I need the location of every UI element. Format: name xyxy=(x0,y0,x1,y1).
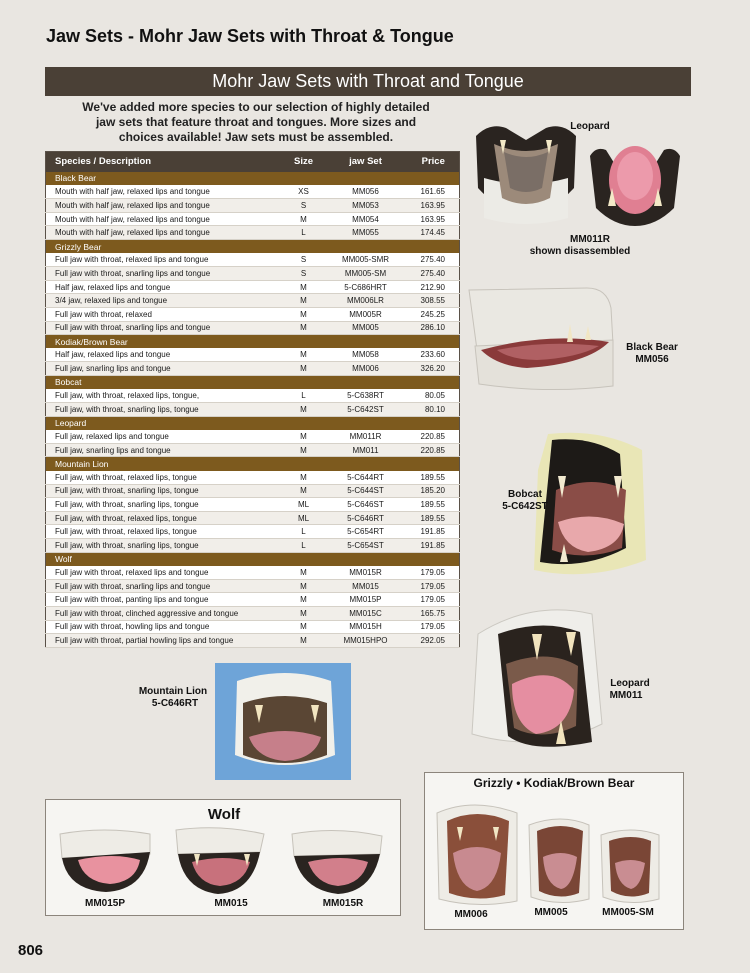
cell-price: 233.60 xyxy=(408,348,460,362)
species-row xyxy=(46,416,460,430)
cell-size: M xyxy=(284,348,324,362)
page-number: 806 xyxy=(18,942,44,959)
cell-price: 185.20 xyxy=(408,484,460,498)
cell-description: Full jaw with throat, clinched aggressive and tongue xyxy=(46,607,284,621)
table-row xyxy=(46,280,460,294)
table-row xyxy=(46,579,460,593)
cell-jaw-set: 5-C644ST xyxy=(324,484,408,498)
grizzly-label-2: MM005 xyxy=(534,907,568,918)
grizzly-kodiak-panel xyxy=(424,772,684,930)
table-row xyxy=(46,389,460,403)
cell-description: Full jaw, with throat, relaxed lips, tongue xyxy=(46,471,284,485)
cell-jaw-set: 5-C654ST xyxy=(324,539,408,553)
caption-bobcat-code: 5-C642ST xyxy=(502,501,548,512)
table-row xyxy=(46,593,460,607)
cell-jaw-set: MM053 xyxy=(324,199,408,213)
cell-jaw-set: MM015C xyxy=(324,607,408,621)
cell-size: S xyxy=(284,199,324,213)
cell-price: 292.05 xyxy=(408,634,460,648)
table-row xyxy=(46,511,460,525)
wolf-panel-title: Wolf xyxy=(207,806,241,823)
cell-description: Full jaw with throat, relaxed xyxy=(46,307,284,321)
cell-price: 326.20 xyxy=(408,362,460,376)
mountain-lion-5-c646rt-photo xyxy=(215,663,351,780)
cell-price: 275.40 xyxy=(408,267,460,281)
species-row xyxy=(46,457,460,471)
cell-jaw-set: MM011 xyxy=(324,443,408,457)
cell-price: 165.75 xyxy=(408,607,460,621)
cell-size: M xyxy=(284,471,324,485)
wolf-label-1: MM015P xyxy=(84,898,125,909)
wolf-jaws-photo xyxy=(54,824,394,898)
species-name: Mountain Lion xyxy=(46,457,460,471)
cell-jaw-set: MM015R xyxy=(324,566,408,580)
cell-price: 161.65 xyxy=(408,185,460,199)
cell-size: S xyxy=(284,253,324,267)
mm015r-jaw-photo xyxy=(292,830,382,894)
cell-size: L xyxy=(284,226,324,240)
header-price: Price xyxy=(408,152,460,172)
species-name: Wolf xyxy=(46,552,460,566)
cell-jaw-set: MM056 xyxy=(324,185,408,199)
cell-description: Full jaw, snarling lips and tongue xyxy=(46,362,284,376)
caption-mountain-lion: Mountain Lion xyxy=(138,686,208,697)
cell-price: 220.85 xyxy=(408,443,460,457)
cell-jaw-set: MM006LR xyxy=(324,294,408,308)
cell-description: Full jaw, with throat, relaxed lips, tongue xyxy=(46,511,284,525)
cell-description: 3/4 jaw, relaxed lips and tongue xyxy=(46,294,284,308)
cell-size: L xyxy=(284,525,324,539)
cell-price: 191.85 xyxy=(408,539,460,553)
cell-price: 308.55 xyxy=(408,294,460,308)
grizzly-label-1: MM006 xyxy=(454,909,488,920)
cell-jaw-set: MM054 xyxy=(324,212,408,226)
cell-description: Full jaw with throat, relaxed lips and tongue xyxy=(46,566,284,580)
wolf-panel xyxy=(45,799,401,916)
table-row xyxy=(46,607,460,621)
table-row xyxy=(46,212,460,226)
table-row xyxy=(46,321,460,335)
header-jaw-set: jaw Set xyxy=(324,152,408,172)
mm015-jaw-photo xyxy=(176,828,264,894)
cell-price: 174.45 xyxy=(408,226,460,240)
cell-size: L xyxy=(284,389,324,403)
mm005-sm-jaw-photo xyxy=(601,830,659,903)
table-row xyxy=(46,185,460,199)
cell-jaw-set: MM005-SMR xyxy=(324,253,408,267)
table-row xyxy=(46,539,460,553)
cell-description: Mouth with half jaw, relaxed lips and tongue xyxy=(46,185,284,199)
wolf-label-3: MM015R xyxy=(322,898,364,909)
page-title: Jaw Sets - Mohr Jaw Sets with Throat & Tongue xyxy=(46,26,454,46)
table-row xyxy=(46,267,460,281)
table-row xyxy=(46,620,460,634)
cell-jaw-set: MM005R xyxy=(324,307,408,321)
cell-description: Half jaw, relaxed lips and tongue xyxy=(46,348,284,362)
cell-description: Mouth with half jaw, relaxed lips and tongue xyxy=(46,212,284,226)
header-species-description: Species / Description xyxy=(46,152,284,172)
cell-jaw-set: 5-C638RT xyxy=(324,389,408,403)
cell-description: Full jaw, snarling lips and tongue xyxy=(46,443,284,457)
table-row xyxy=(46,498,460,512)
cell-size: XS xyxy=(284,185,324,199)
species-name: Bobcat xyxy=(46,375,460,389)
species-name: Kodiak/Brown Bear xyxy=(46,335,460,349)
cell-description: Full jaw, with throat, relaxed lips, tongue xyxy=(46,525,284,539)
table-row xyxy=(46,634,460,648)
cell-description: Full jaw with throat, snarling lips and tongue xyxy=(46,579,284,593)
cell-jaw-set: MM006 xyxy=(324,362,408,376)
species-row xyxy=(46,239,460,253)
cell-size: M xyxy=(284,607,324,621)
table-row xyxy=(46,253,460,267)
cell-size: M xyxy=(284,307,324,321)
cell-price: 179.05 xyxy=(408,579,460,593)
cell-jaw-set: 5-C686HRT xyxy=(324,280,408,294)
cell-description: Full jaw with throat, partial howling lips and tongue xyxy=(46,634,284,648)
cell-size: M xyxy=(284,430,324,444)
cell-jaw-set: MM055 xyxy=(324,226,408,240)
wolf-label-2: MM015 xyxy=(214,898,248,909)
cell-size: M xyxy=(284,593,324,607)
cell-jaw-set: MM011R xyxy=(324,430,408,444)
mountain-lion-photo-frame xyxy=(215,663,351,780)
table-row xyxy=(46,566,460,580)
species-row xyxy=(46,552,460,566)
cell-price: 220.85 xyxy=(408,430,460,444)
cell-price: 191.85 xyxy=(408,525,460,539)
table-row xyxy=(46,403,460,417)
cell-size: M xyxy=(284,212,324,226)
species-row xyxy=(46,375,460,389)
cell-description: Mouth with half jaw, relaxed lips and tongue xyxy=(46,199,284,213)
leopard-mm011-photo xyxy=(462,604,614,758)
cell-description: Full jaw, with throat, snarling lips, tongue xyxy=(46,498,284,512)
cell-description: Full jaw, with throat, snarling lips, tongue xyxy=(46,484,284,498)
cell-size: M xyxy=(284,294,324,308)
cell-price: 163.95 xyxy=(408,212,460,226)
cell-jaw-set: MM015H xyxy=(324,620,408,634)
cell-jaw-set: 5-C644RT xyxy=(324,471,408,485)
cell-jaw-set: 5-C646RT xyxy=(324,511,408,525)
cell-jaw-set: MM005-SM xyxy=(324,267,408,281)
species-row xyxy=(46,335,460,349)
price-table xyxy=(45,151,460,648)
mm015p-jaw-photo xyxy=(60,830,150,892)
grizzly-panel-title: Grizzly • Kodiak/Brown Bear xyxy=(473,776,635,790)
cell-description: Full jaw with throat, snarling lips and tongue xyxy=(46,321,284,335)
cell-price: 179.05 xyxy=(408,593,460,607)
table-row xyxy=(46,484,460,498)
table-row xyxy=(46,348,460,362)
cell-size: M xyxy=(284,443,324,457)
mm005-jaw-photo xyxy=(529,819,589,903)
table-row xyxy=(46,307,460,321)
cell-jaw-set: MM015P xyxy=(324,593,408,607)
black-bear-mm056-photo xyxy=(467,284,617,398)
cell-jaw-set: 5-C642ST xyxy=(324,403,408,417)
caption-black-bear: Black Bear xyxy=(626,342,678,353)
cell-size: L xyxy=(284,539,324,553)
cell-price: 189.55 xyxy=(408,498,460,512)
cell-description: Mouth with half jaw, relaxed lips and tongue xyxy=(46,226,284,240)
cell-price: 189.55 xyxy=(408,511,460,525)
cell-size: M xyxy=(284,566,324,580)
leopard-mm011r-lower-jaw-photo xyxy=(586,136,684,228)
cell-price: 163.95 xyxy=(408,199,460,213)
grizzly-jaws-photo xyxy=(433,795,677,909)
table-row xyxy=(46,362,460,376)
cell-size: M xyxy=(284,403,324,417)
species-name: Grizzly Bear xyxy=(46,239,460,253)
caption-leopard-mm011: Leopard xyxy=(610,678,650,689)
cell-size: M xyxy=(284,634,324,648)
caption-black-bear-code: MM056 xyxy=(635,354,669,365)
caption-leopard: Leopard xyxy=(570,121,610,132)
cell-price: 179.05 xyxy=(408,566,460,580)
cell-price: 179.05 xyxy=(408,620,460,634)
cell-size: ML xyxy=(284,511,324,525)
cell-description: Full jaw, with throat, relaxed lips, tongue, xyxy=(46,389,284,403)
cell-description: Full jaw with throat, howling lips and tongue xyxy=(46,620,284,634)
caption-mountain-lion-code: 5-C646RT xyxy=(151,698,199,709)
cell-price: 80.05 xyxy=(408,389,460,403)
table-row xyxy=(46,443,460,457)
table-row xyxy=(46,471,460,485)
cell-description: Full jaw, with throat, snarling lips, tongue xyxy=(46,403,284,417)
intro-text: We've added more species to our selection of highly detailed jaw sets that feature throat and tongues. More sizes and choices available! Jaw sets must be assembled. xyxy=(82,100,430,144)
cell-price: 286.10 xyxy=(408,321,460,335)
cell-jaw-set: MM015HPO xyxy=(324,634,408,648)
species-name: Black Bear xyxy=(46,172,460,186)
cell-size: M xyxy=(284,620,324,634)
cell-size: ML xyxy=(284,498,324,512)
species-name: Leopard xyxy=(46,416,460,430)
cell-price: 80.10 xyxy=(408,403,460,417)
cell-jaw-set: MM058 xyxy=(324,348,408,362)
mm006-jaw-photo xyxy=(437,805,517,905)
cell-description: Full jaw, relaxed lips and tongue xyxy=(46,430,284,444)
cell-description: Full jaw with throat, panting lips and tongue xyxy=(46,593,284,607)
cell-price: 275.40 xyxy=(408,253,460,267)
cell-size: M xyxy=(284,579,324,593)
cell-size: S xyxy=(284,267,324,281)
caption-leopard-mm011-code: MM011 xyxy=(609,690,643,701)
cell-size: M xyxy=(284,321,324,335)
cell-description: Full jaw, with throat, snarling lips, tongue xyxy=(46,539,284,553)
species-row xyxy=(46,172,460,186)
cell-description: Half jaw, relaxed lips and tongue xyxy=(46,280,284,294)
grizzly-label-3: MM005-SM xyxy=(602,907,654,918)
cell-jaw-set: MM005 xyxy=(324,321,408,335)
cell-size: M xyxy=(284,280,324,294)
table-header-row xyxy=(46,152,460,172)
cell-size: M xyxy=(284,362,324,376)
table-row xyxy=(46,226,460,240)
cell-size: M xyxy=(284,484,324,498)
section-banner: Mohr Jaw Sets with Throat and Tongue xyxy=(45,67,691,96)
cell-price: 212.90 xyxy=(408,280,460,294)
caption-mm011r: MM011R xyxy=(569,234,610,245)
table-row xyxy=(46,525,460,539)
cell-jaw-set: MM015 xyxy=(324,579,408,593)
caption-mm011r-note: shown disassembled xyxy=(529,246,631,257)
cell-description: Full jaw with throat, snarling lips and tongue xyxy=(46,267,284,281)
cell-description: Full jaw with throat, relaxed lips and tongue xyxy=(46,253,284,267)
table-body xyxy=(46,172,460,648)
table-row xyxy=(46,294,460,308)
table-row xyxy=(46,199,460,213)
cell-jaw-set: 5-C646ST xyxy=(324,498,408,512)
caption-bobcat: Bobcat xyxy=(508,489,542,500)
table-row xyxy=(46,430,460,444)
leopard-mm011r-upper-jaw-photo xyxy=(470,118,582,230)
cell-price: 189.55 xyxy=(408,471,460,485)
header-size: Size xyxy=(284,152,324,172)
cell-price: 245.25 xyxy=(408,307,460,321)
cell-jaw-set: 5-C654RT xyxy=(324,525,408,539)
